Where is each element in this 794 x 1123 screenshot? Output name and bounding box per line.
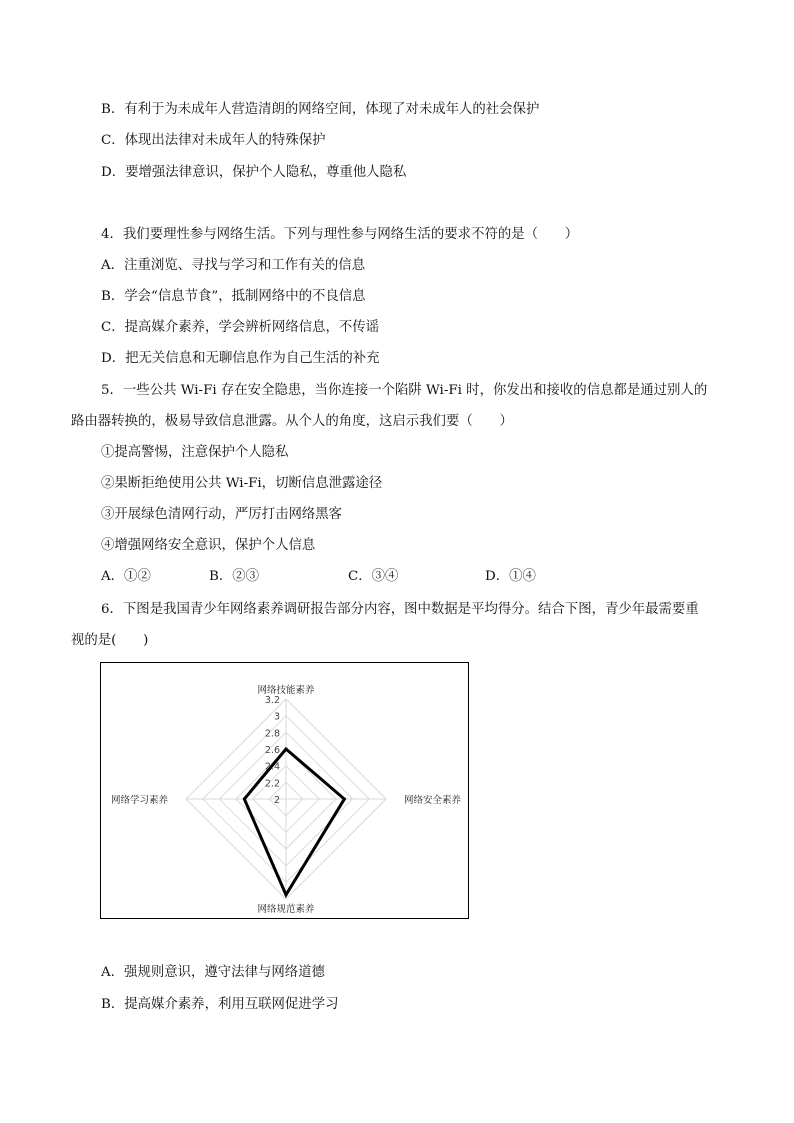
radar-data-point xyxy=(285,748,288,751)
q4-stem: 4．我们要理性参与网络生活。下列与理性参与网络生活的要求不符的是（ ） xyxy=(101,227,579,242)
q3-option-c: C．体现出法律对未成年人的特殊保护 xyxy=(101,133,326,148)
radar-tick-label: 2.6 xyxy=(264,745,280,756)
q3-option-d: D．要增强法律意识，保护个人隐私，尊重他人隐私 xyxy=(101,165,407,180)
radar-data-point xyxy=(343,798,346,801)
q4-option-b: B．学会“信息节食”，抵制网络中的不良信息 xyxy=(101,289,366,304)
radar-axis-label: 网络规范素养 xyxy=(257,904,315,915)
radar-tick-label: 3.2 xyxy=(264,695,280,706)
q5-item-1: ①提高警惕，注意保护个人隐私 xyxy=(101,445,289,460)
radar-tick-label: 2.8 xyxy=(264,728,280,740)
q5-choice-c: C．③④ xyxy=(348,569,399,584)
radar-axis-label: 网络学习素养 xyxy=(110,795,168,806)
q5-item-2: ②果断拒绝使用公共 Wi-Fi，切断信息泄露途径 xyxy=(101,476,383,491)
q5-item-3: ③开展绿色清网行动，严厉打击网络黑客 xyxy=(101,507,343,522)
radar-axis-label: 网络技能素养 xyxy=(257,685,315,696)
q3-option-b: B．有利于为未成年人营造清朗的网络空间，体现了对未成年人的社会保护 xyxy=(101,102,540,117)
radar-tick-label: 3 xyxy=(273,711,280,723)
q5-choice-a: A．①② xyxy=(101,569,151,584)
q5-stem-line1: 5．一些公共 Wi-Fi 存在安全隐患，当你连接一个陷阱 Wi-Fi 时，你发出和接收的信息都是通过别人的 xyxy=(101,383,708,398)
radar-tick-label: 2 xyxy=(273,795,280,806)
radar-axis-label: 网络安全素养 xyxy=(404,795,462,806)
radar-tick-label: 2.4 xyxy=(264,761,280,773)
q6-option-b: B．提高媒介素养，利用互联网促进学习 xyxy=(101,997,339,1012)
q5-choice-d: D．①④ xyxy=(485,569,536,584)
q4-option-a: A．注重浏览、寻找与学习和工作有关的信息 xyxy=(101,258,366,273)
q4-option-c: C．提高媒介素养，学会辨析网络信息，不传谣 xyxy=(101,320,380,335)
radar-chart-svg xyxy=(101,663,468,918)
radar-data-point xyxy=(285,893,288,896)
q5-stem-line2: 路由器转换的，极易导致信息泄露。从个人的角度，这启示我们要（ ） xyxy=(71,414,513,429)
radar-tick-label: 2.2 xyxy=(264,778,280,790)
q6-option-a: A．强规则意识，遵守法律与网络道德 xyxy=(101,965,325,980)
q5-choice-b: B．②③ xyxy=(209,569,260,584)
radar-chart xyxy=(100,662,469,919)
q5-item-4: ④增强网络安全意识，保护个人信息 xyxy=(101,538,316,553)
q6-stem-line1: 6．下图是我国青少年网络素养调研报告部分内容，图中数据是平均得分。结合下图，青少年最需要重 xyxy=(101,602,699,617)
radar-data-point xyxy=(243,798,246,801)
q6-stem-line2: 视的是( ) xyxy=(71,633,149,648)
q4-option-d: D．把无关信息和无聊信息作为自己生活的补充 xyxy=(101,351,380,366)
